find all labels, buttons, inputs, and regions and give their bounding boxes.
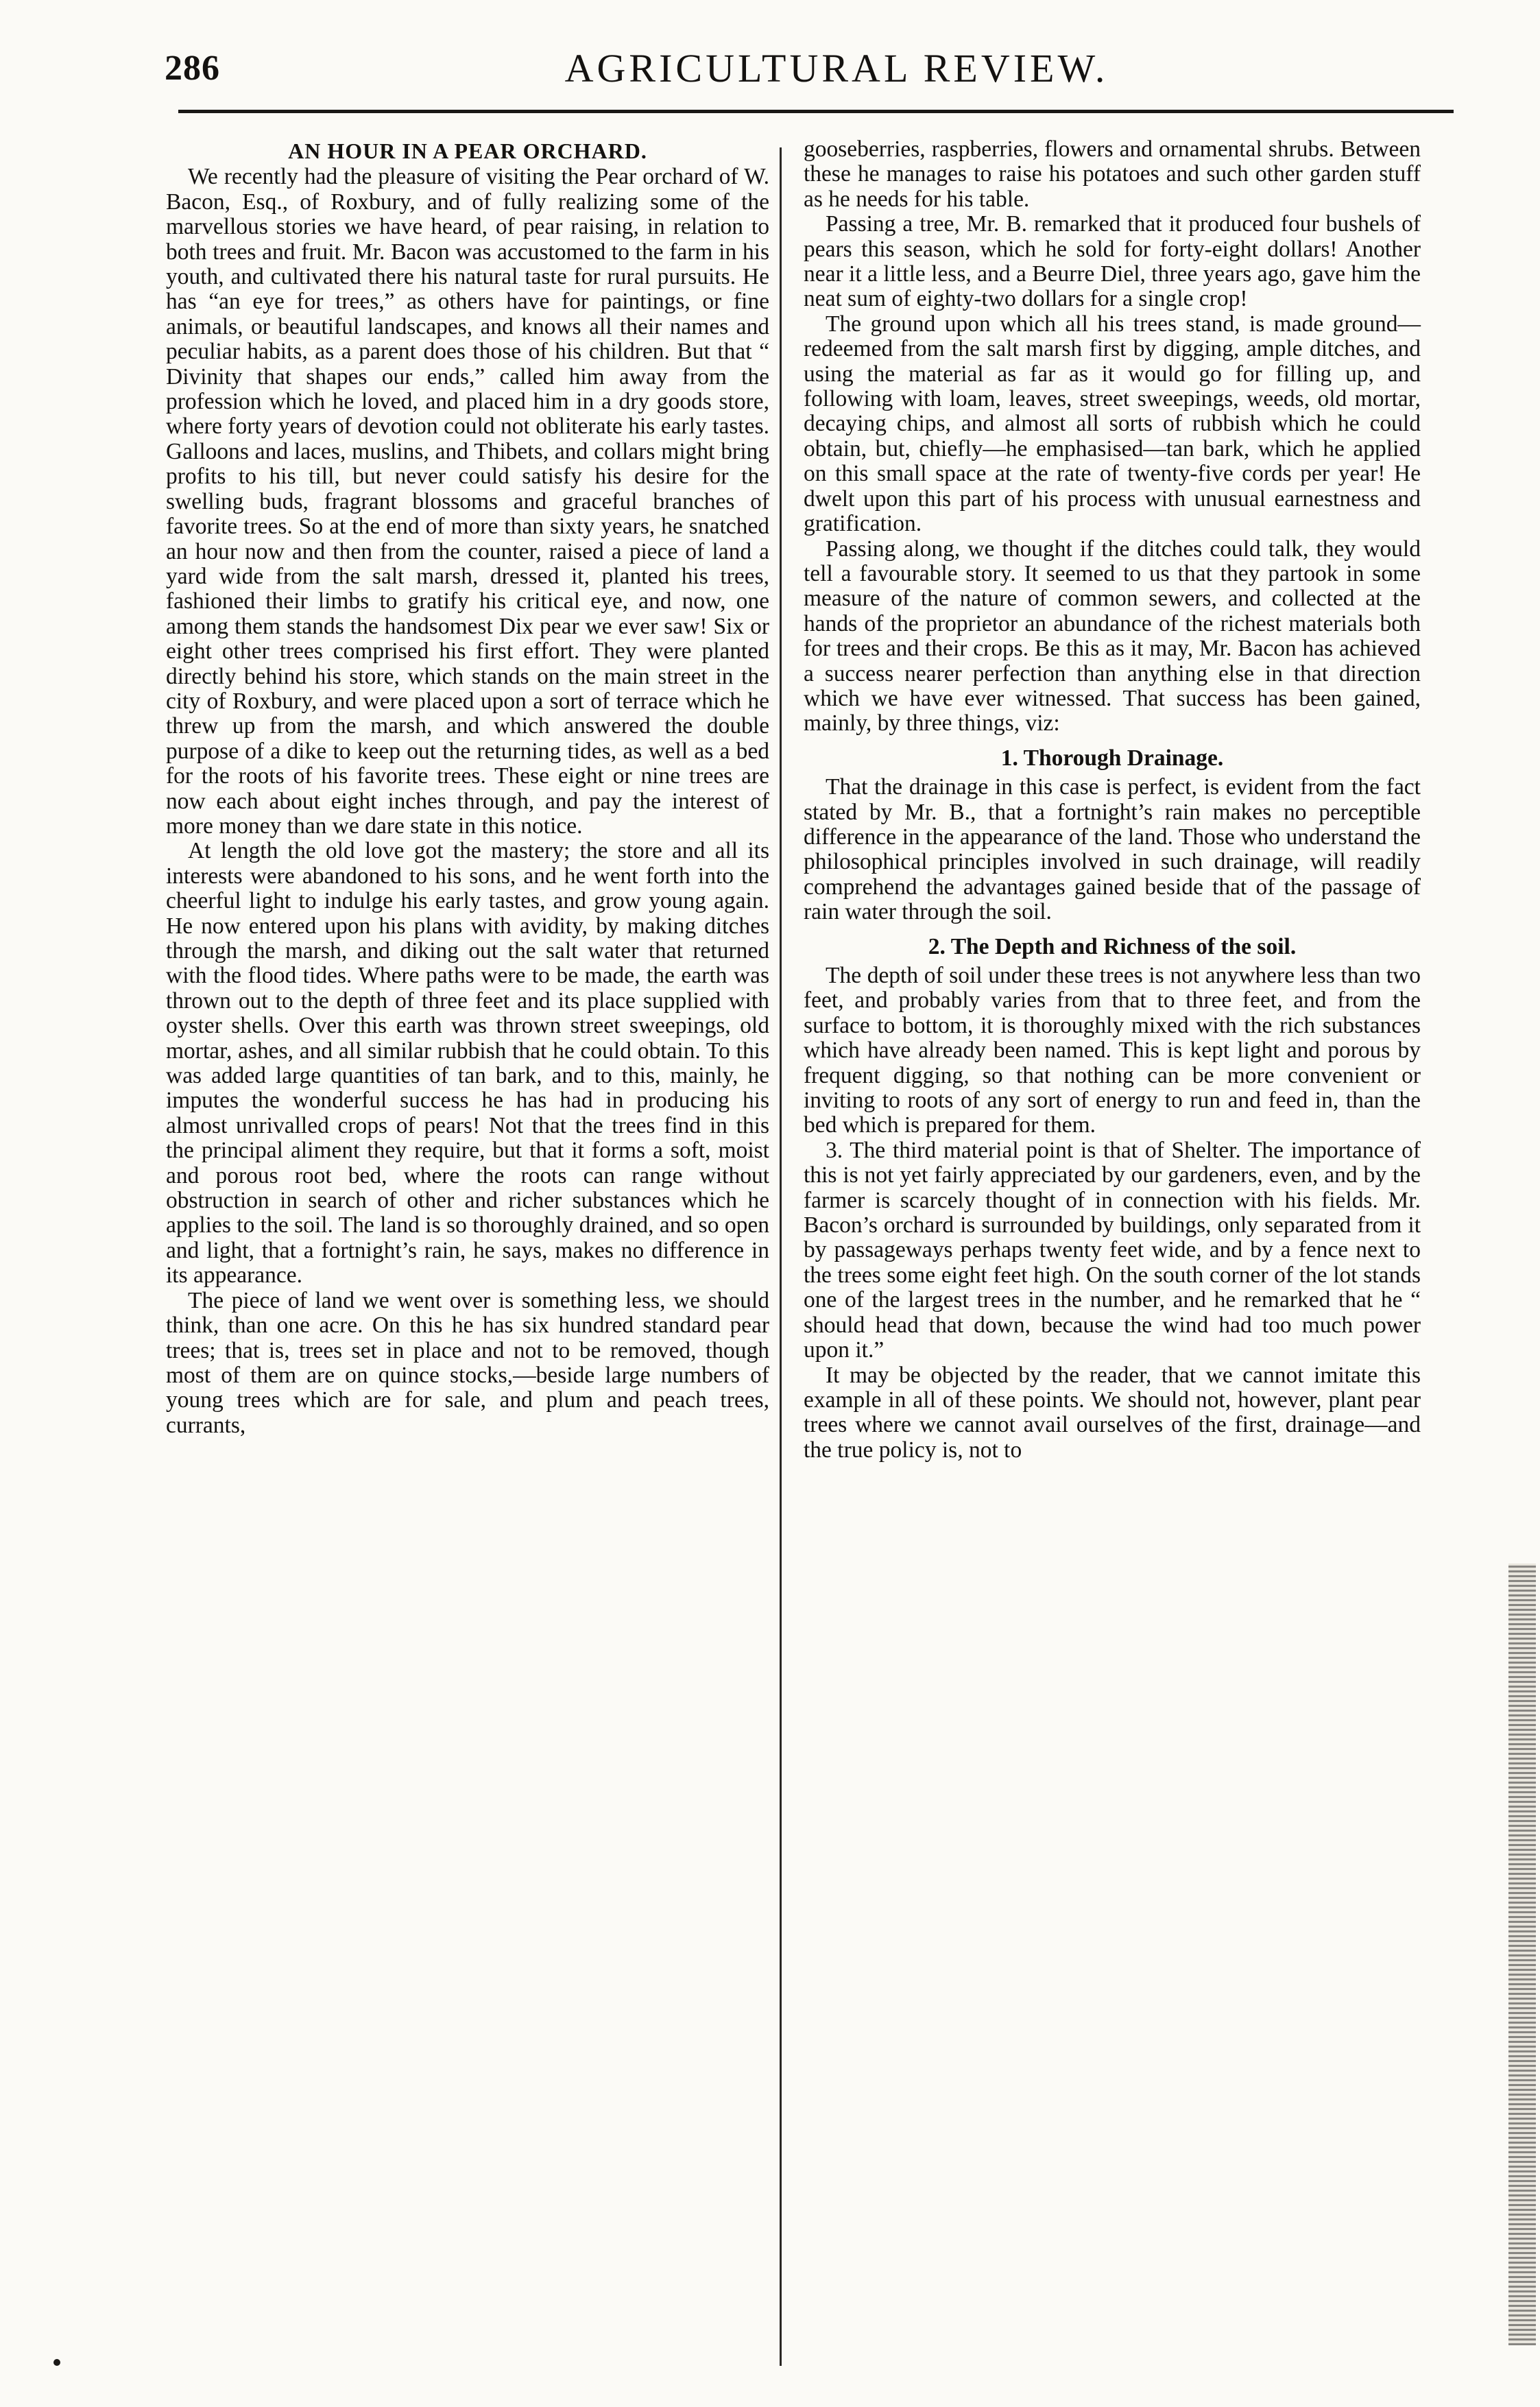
header-rule [178, 110, 1454, 113]
paragraph: That the drainage in this case is perfect, is evident from the fact stated by Mr. B., that a fortnight’s rain makes no perceptible difference in the appearance of the land. Those who understand the philosophical principles involved in such drainage, will readily comprehend the advantages gained beside that of the passage of rain water through the soil. [804, 774, 1421, 925]
paragraph: Passing along, we thought if the ditches could talk, they would tell a favourable story. It seemed to us that they partook in some measure of the nature of common sewers, and collected at the hands of the proprietor an abundance of the richest materials both for trees and their crops. Be this as it may, Mr. Bacon has achieved a success nearer perfection than anything else in that direction which we have ever witnessed. That success has been gained, mainly, by three things, viz: [804, 536, 1421, 737]
running-title: AGRICULTURAL REVIEW. [564, 46, 1109, 91]
paragraph: The piece of land we went over is something less, we should think, than one acre. On this he has six hundred standard pear trees; that is, trees set in place and not to be removed, though most of them are on quince stocks,—beside large numbers of young trees which are for sale, and plum and peach trees, currants, [166, 1287, 769, 1438]
paragraph: It may be objected by the reader, that we cannot imitate this example in all of these points. We should not, however, plant pear trees where we cannot avail ourselves of the first, drainage—and the true policy is, not to [804, 1362, 1421, 1463]
paragraph: The ground upon which all his trees stand, is made ground—redeemed from the salt marsh first by digging, ample ditches, and using the material as far as it would go for filling up, and following with loam, leaves, street sweepings, weeds, old mortar, decaying chips, and almost all sorts of rubbish which he could obtain, but, chiefly—he emphasised—tan bark, which he applied on this small space at the rate of twenty-five cords per year! He dwelt upon this part of his process with unusual earnestness and gratification. [804, 311, 1421, 537]
left-column [166, 137, 769, 1438]
paragraph: 3. The third material point is that of Shelter. The importance of this is not yet fairly appreciated by our gardeners, even, and by the farmer is scarcely thought of in connection with his fields. Mr. Bacon’s orchard is surrounded by buildings, only separated from it by passageways perhaps twenty feet wide, and by a fence next to the trees some eight feet high. On the south corner of the lot stands one of the largest trees in the number, and he remarked that he “ should head that down, because the wind had too much power upon it.” [804, 1137, 1421, 1363]
section-heading: 2. The Depth and Richness of the soil. [928, 933, 1297, 959]
right-column [804, 137, 1421, 1463]
column-divider [780, 147, 782, 2366]
paragraph: The depth of soil under these trees is not anywhere less than two feet, and probably varies from that to three feet, and from the surface to bottom, it is thoroughly mixed with the rich substances which have already been named. This is kept light and porous by frequent digging, so that nothing can be more convenient or inviting to roots of any sort of energy to run and feed in, than the bed which is prepared for them. [804, 963, 1421, 1138]
ink-speck [53, 2359, 60, 2366]
running-header [165, 38, 1454, 96]
paragraph: gooseberries, raspberries, flowers and ornamental shrubs. Between these he manages to raise his potatoes and such other garden stuff as he needs for his table. [804, 136, 1421, 212]
paragraph: We recently had the pleasure of visiting the Pear orchard of W. Bacon, Esq., of Roxbury, and of fully realizing some of the marvellous stories we have heard, of pear raising, in relation to both trees and fruit. Mr. Bacon was accustomed to the farm in his youth, and cultivated there his natural taste for rural pursuits. He has “an eye for trees,” as others have for paintings, or fine animals, or beautiful landscapes, and knows all their names and peculiar habits, as a parent does those of his children. But that “ Divinity that shapes our ends,” called him away from the profession which he loved, and placed him in a dry goods store, where forty years of devotion could not obliterate his early tastes. Galloons and laces, muslins, and Thibets, and collars might bring profits to his till, but never could satisfy his desire for the swelling buds, fragrant blossoms and graceful branches of favorite trees. So at the end of more than sixty years, he snatched an hour now and then from the counter, raised a piece of land a yard wide from the salt marsh, dressed it, planted his trees, fashioned their limbs to gratify his critical eye, and now, one among them stands the handsomest Dix pear we ever saw! Six or eight other trees comprised his first effort. They were planted directly behind his store, which stands on the main street in the city of Roxbury, and were placed upon a sort of terrace which he threw up from the marsh, and which answered the double purpose of a dike to keep out the returning tides, as well as a bed for the roots of his favorite trees. These eight or nine trees are now each about eight inches through, and pay the interest of more money than we dare state in this notice. [166, 164, 769, 839]
paragraph: At length the old love got the mastery; the store and all its interests were abandoned to his sons, and he went forth into the cheerful light to indulge his early tastes, and grow young again. He now entered upon his plans with avidity, by making ditches through the marsh, and diking out the salt water that returned with the flood tides. Where paths were to be made, the earth was thrown out to the depth of three feet and its place supplied with oyster shells. Over this earth was thrown street sweepings, old mortar, ashes, and all similar rubbish that he could obtain. To this was added large quantities of tan bark, and to this, mainly, he imputes the wonderful success he has had in producing his almost unrivalled crops of pears! Not that the trees find in this the principal aliment they require, but that it forms a soft, moist and porous root bed, where the roots can range without obstruction in search of other and richer substances which he applies to the soil. The land is so thoroughly drained, and so open and light, that a fortnight’s rain, he says, makes no difference in its appearance. [166, 838, 769, 1289]
article-title: AN HOUR IN A PEAR ORCHARD. [288, 139, 647, 163]
paragraph: Passing a tree, Mr. B. remarked that it produced four bushels of pears this season, which he sold for forty-eight dollars! Another near it a little less, and a Beurre Diel, three years ago, gave him the neat sum of eighty-two dollars for a single crop! [804, 211, 1421, 312]
page-number: 286 [165, 49, 220, 88]
page-edge-shadow [1508, 1564, 1536, 2345]
section-heading: 1. Thorough Drainage. [1000, 745, 1224, 771]
